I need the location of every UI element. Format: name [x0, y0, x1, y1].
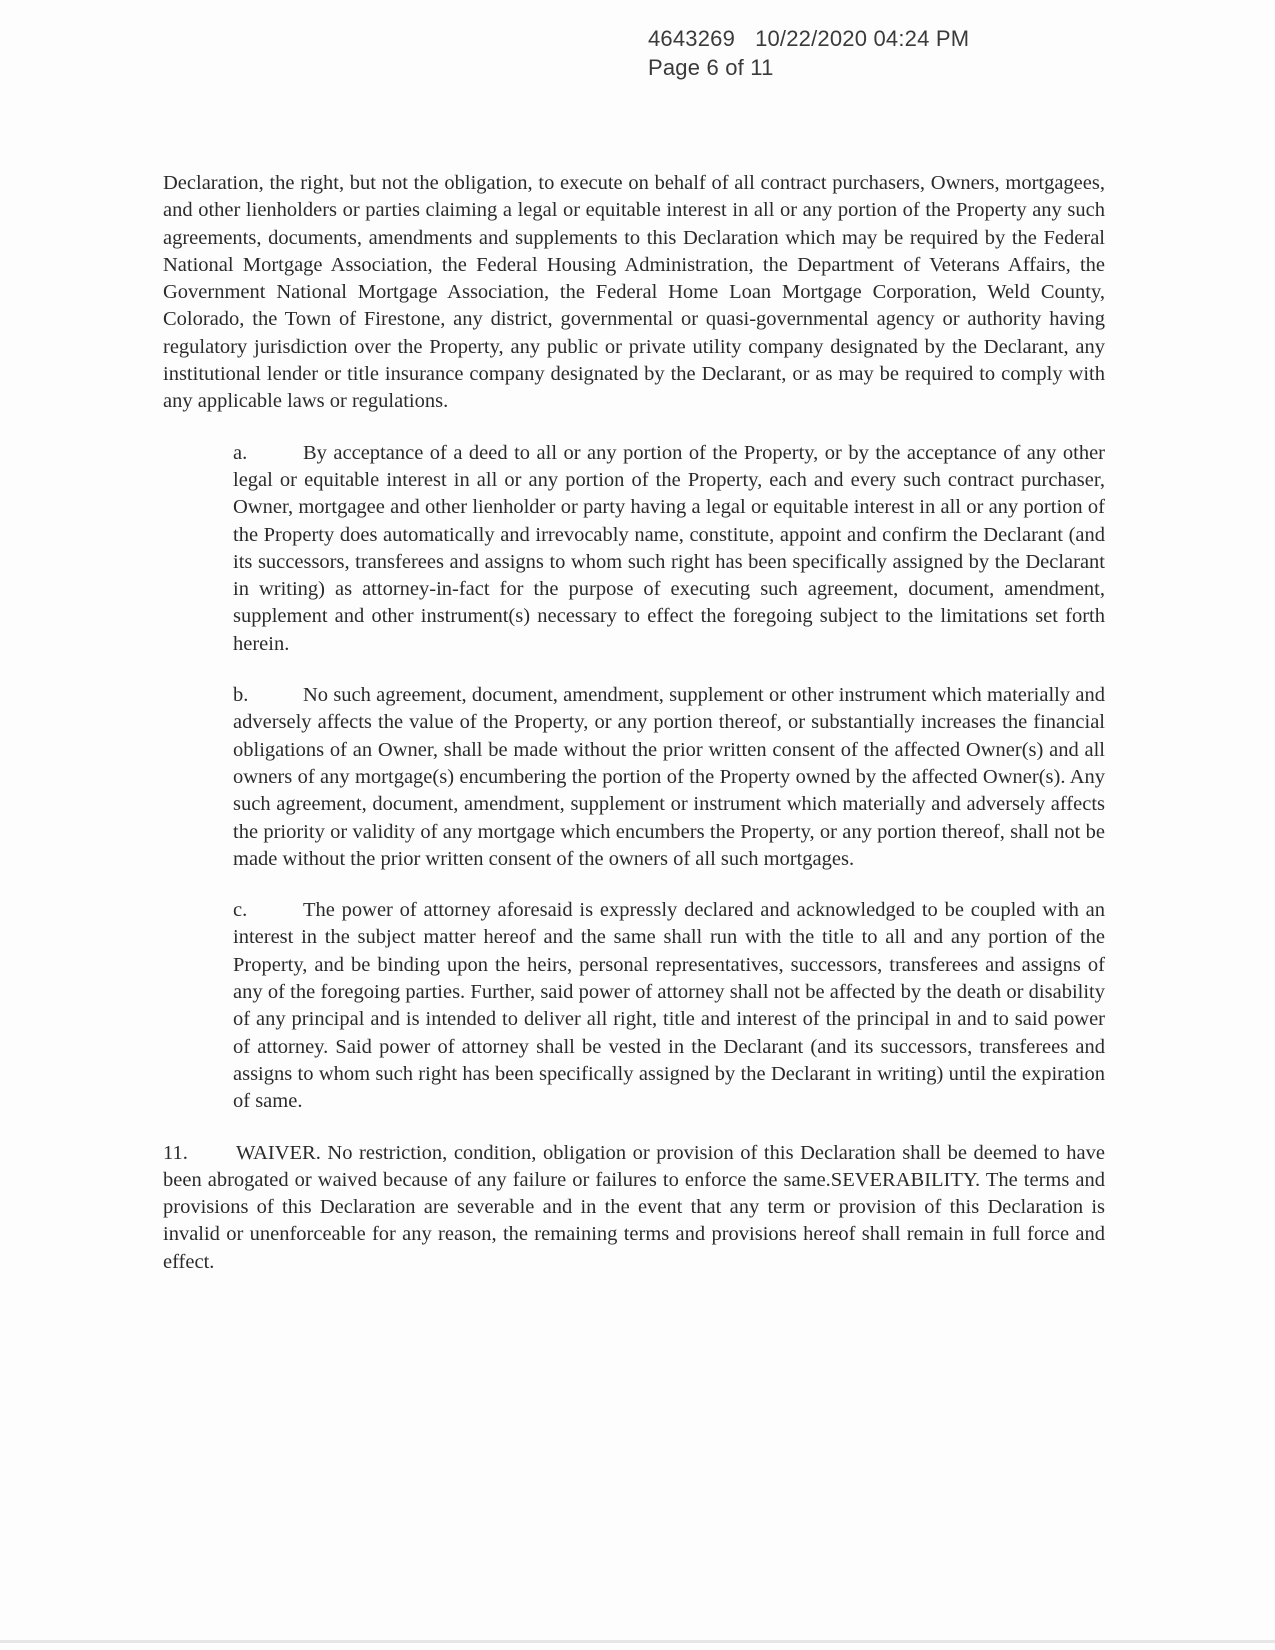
recording-stamp [648, 24, 969, 82]
subsection-c [233, 897, 1105, 1115]
subsection-b-label: b. [233, 684, 249, 707]
section-11-paragraph [163, 1140, 1105, 1276]
section-11-number: 11. [163, 1141, 188, 1164]
section-11-text: WAIVER. No restriction, condition, obligation or provision of this Declaration shall be deemed to have been abrogated or waived because of any failure or failures to enforce the same.SEVERABILITY. The terms and provisions of this Declaration are severable and in the event that any term or provision of this Declaration is invalid or unenforceable for any reason, the remaining terms and provisions hereof shall remain in full force and effect. [163, 1141, 1105, 1273]
subsection-b-text: No such agreement, document, amendment, supplement or other instrument which materially and adversely affects the value of the Property, or any portion thereof, or substantially increases the financial obligations of an Owner, shall be made without the prior written consent of the affected Owner(s) and all owners of any mortgage(s) encumbering the portion of the Property owned by the affected Owner(s). Any such agreement, document, amendment, supplement or instrument which materially and adversely affects the priority or validity of any mortgage which encumbers the Property, or any portion thereof, shall not be made without the prior written consent of the owners of all such mortgages. [233, 684, 1105, 870]
subsection-b [233, 682, 1105, 873]
scan-edge-divider [0, 1640, 1275, 1643]
subsection-a-text: By acceptance of a deed to all or any portion of the Property, or by the acceptance of any other legal or equitable interest in all or any portion of the Property, each and every such contract purchaser, Owner, mortgagee and other lienholder or party having a legal or equitable interest in all or any portion of the Property does automatically and irrevocably name, constitute, appoint and confirm the Declarant (and its successors, transferees and assigns to whom such right has been specifically assigned by the Declarant in writing) as attorney-in-fact for the purpose of executing such agreement, document, amendment, supplement and other instrument(s) necessary to effect the foregoing subject to the limitations set forth herein. [233, 441, 1105, 655]
reception-number: 4643269 [648, 26, 736, 51]
intro-paragraph: Declaration, the right, but not the obligation, to execute on behalf of all contract purchasers, Owners, mortgagees, and other lienholders or parties claiming a legal or equitable interest in all or any portion of the Property any such agreements, documents, amendments and supplements to this Declaration which may be required by the Federal National Mortgage Association, the Federal Housing Administration, the Department of Veterans Affairs, the Government National Mortgage Association, the Federal Home Loan Mortgage Corporation, Weld County, Colorado, the Town of Firestone, any district, governmental or quasi-governmental agency or authority having regulatory jurisdiction over the Property, any public or private utility company designated by the Declarant, any institutional lender or title insurance company designated by the Declarant, or as may be required to comply with any applicable laws or regulations. [163, 172, 1105, 413]
subsection-a-label: a. [233, 441, 248, 464]
page-indicator: Page 6 of 11 [648, 55, 774, 80]
recorded-datetime: 10/22/2020 04:24 PM [755, 26, 970, 51]
subsection-a [233, 440, 1105, 658]
subsection-c-text: The power of attorney aforesaid is expressly declared and acknowledged to be coupled with an interest in the subject matter hereof and the same shall run with the title to all and any portion of the Property, and be binding upon the heirs, personal representatives, successors, transferees and assigns of any of the foregoing parties. Further, said power of attorney shall not be affected by the death or disability of any principal and is intended to deliver all right, title and interest of the principal in and to said power of attorney. Said power of attorney shall be vested in the Declarant (and its successors, transferees and assigns to whom such right has been specifically assigned by the Declarant in writing) until the expiration of same. [233, 899, 1105, 1113]
recording-stamp-line-1 [648, 24, 969, 53]
subsection-c-label: c. [233, 899, 248, 922]
document-body [163, 170, 1105, 1300]
